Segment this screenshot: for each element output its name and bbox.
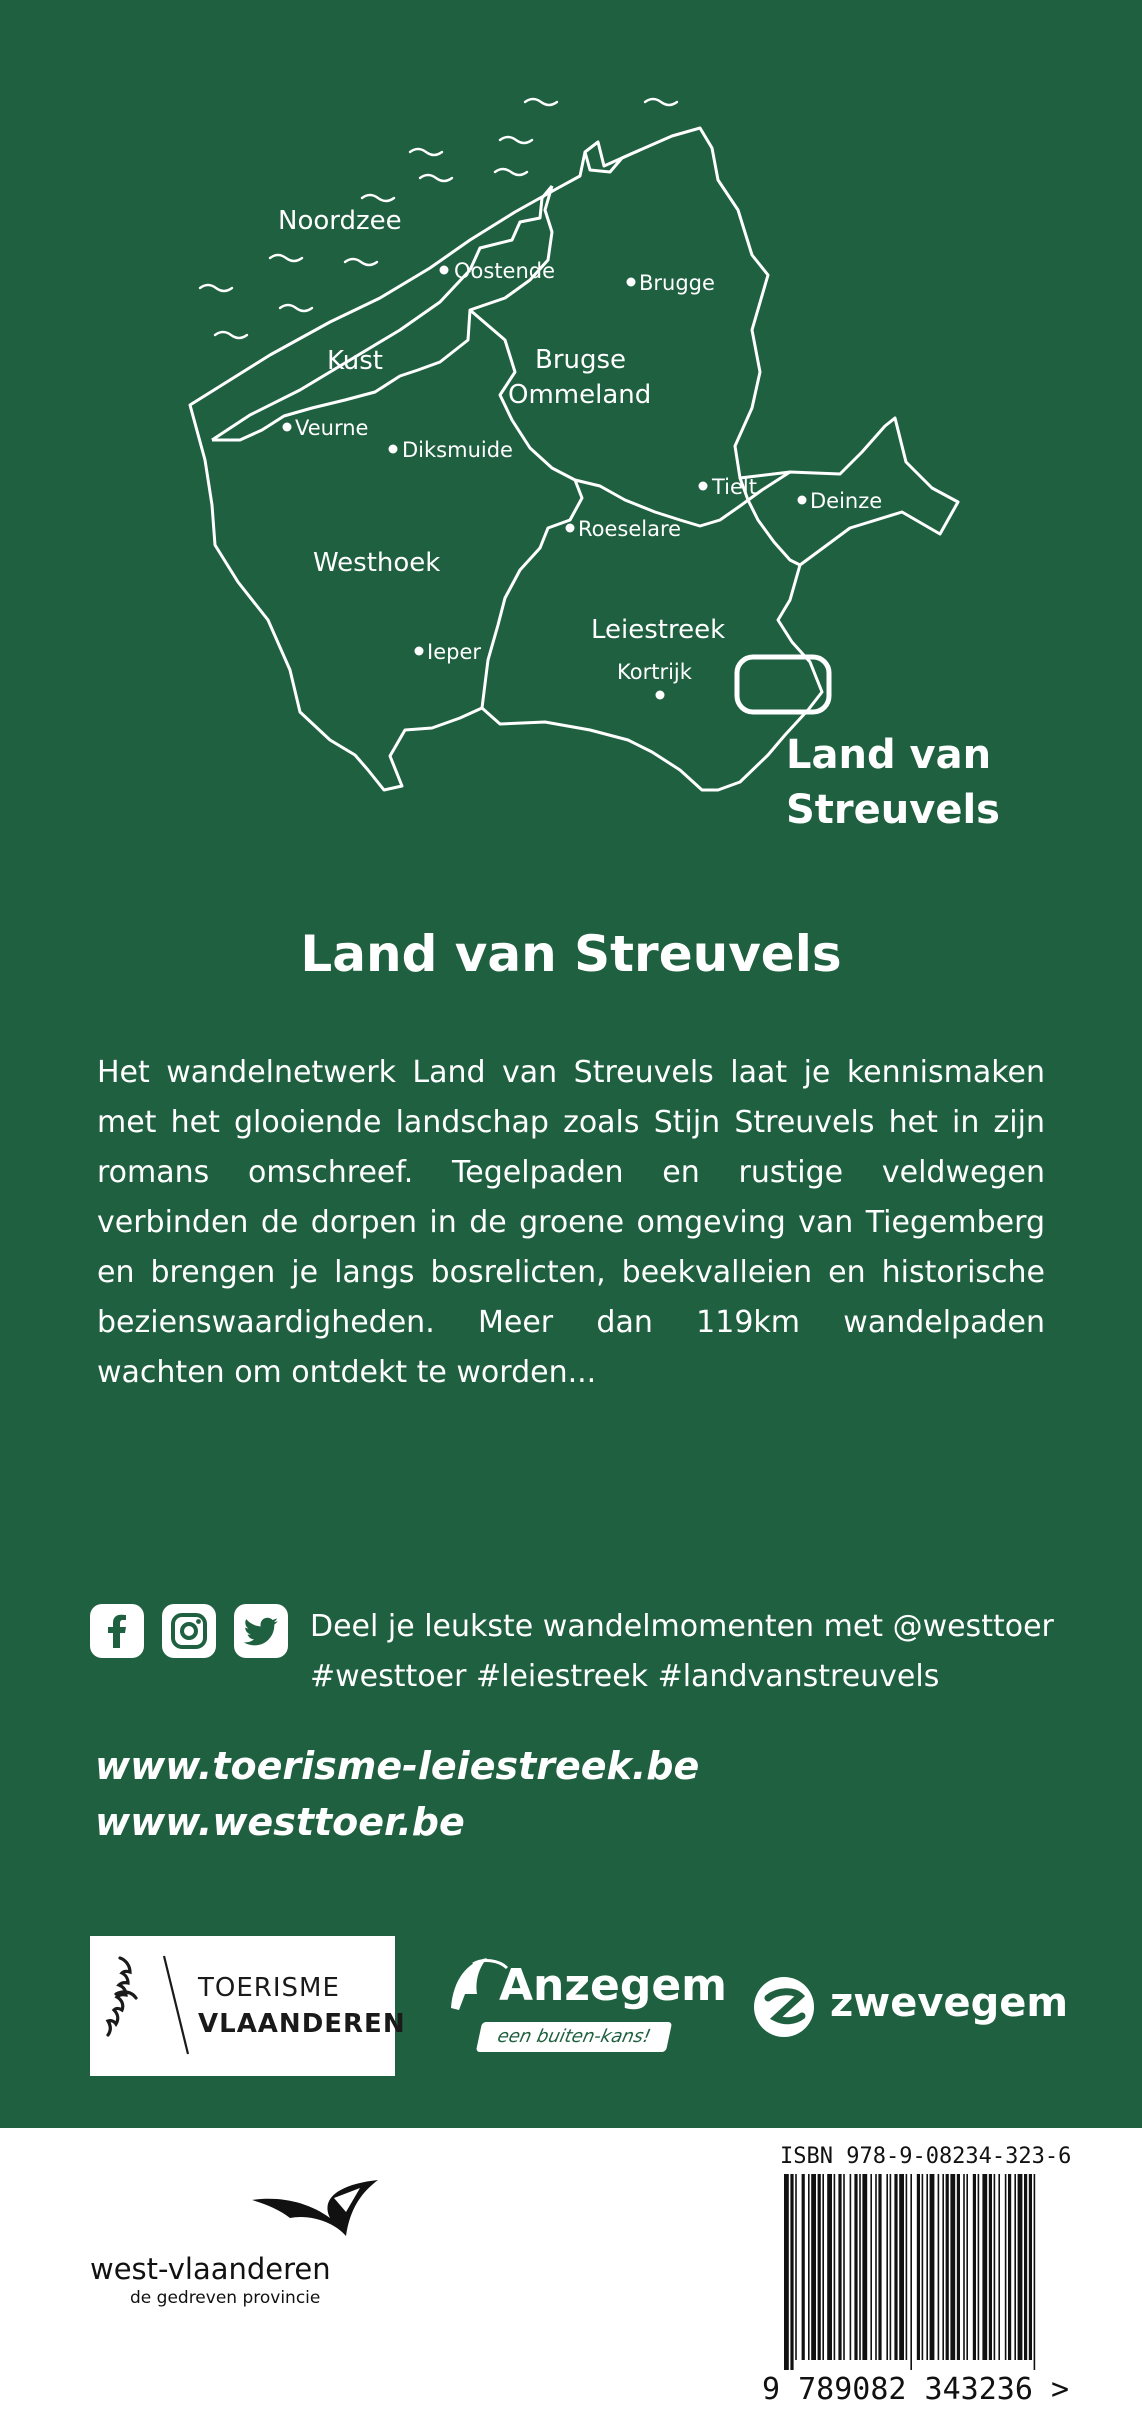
barcode-bar bbox=[843, 2174, 845, 2360]
barcode-bar bbox=[1024, 2174, 1027, 2360]
barcode-bar bbox=[950, 2174, 955, 2360]
barcode-bar bbox=[811, 2174, 816, 2360]
region-label-kust: Kust bbox=[327, 346, 383, 376]
barcode-bar bbox=[982, 2174, 987, 2360]
logo-text-line1: TOERISME bbox=[198, 1973, 340, 2003]
barcode-bar bbox=[822, 2174, 824, 2360]
barcode-bar bbox=[910, 2174, 912, 2370]
barcode-bar bbox=[850, 2174, 852, 2360]
wave bbox=[200, 285, 232, 291]
city-dot bbox=[566, 524, 575, 533]
wave bbox=[525, 99, 557, 105]
barcode-bar bbox=[973, 2174, 976, 2360]
barcode-bar bbox=[795, 2174, 797, 2360]
publisher-tagline: de gedreven provincie bbox=[130, 2288, 321, 2308]
barcode-bar bbox=[834, 2174, 836, 2360]
wave bbox=[495, 169, 527, 175]
website-link[interactable]: www.toerisme-leiestreek.be bbox=[95, 1744, 700, 1788]
barcode-bar bbox=[917, 2174, 920, 2360]
city-dot bbox=[627, 278, 636, 287]
land-van-streuvels-marker bbox=[737, 657, 829, 712]
share-text bbox=[310, 1602, 1054, 1702]
barcode-bar bbox=[922, 2174, 924, 2360]
city-label-kortrijk: Kortrijk bbox=[617, 660, 692, 684]
barcode-bar bbox=[1029, 2174, 1032, 2360]
twitter-icon[interactable] bbox=[234, 1604, 288, 1658]
province-map bbox=[0, 0, 1142, 860]
barcode-bar bbox=[966, 2174, 968, 2360]
highlight-label-line2: Streuvels bbox=[786, 787, 1000, 833]
instagram-icon[interactable] bbox=[162, 1604, 216, 1658]
barcode-bar bbox=[1018, 2174, 1023, 2360]
barcode-bar bbox=[1034, 2174, 1036, 2370]
barcode-bar bbox=[906, 2174, 908, 2360]
barcode-bar bbox=[926, 2174, 928, 2360]
barcode-bar bbox=[1008, 2174, 1011, 2360]
barcode-bar bbox=[870, 2174, 872, 2360]
city-dot bbox=[798, 496, 807, 505]
share-line-1: Deel je leukste wandelmomenten met @westtoer bbox=[310, 1609, 1054, 1644]
barcode-bar bbox=[890, 2174, 892, 2360]
barcode-bar bbox=[790, 2174, 793, 2370]
barcode-bar bbox=[859, 2174, 861, 2360]
region-label-brugse: Brugse bbox=[535, 345, 627, 375]
barcode-bar bbox=[878, 2174, 881, 2360]
wave bbox=[645, 99, 677, 105]
region-label-ommeland: Ommeland bbox=[508, 380, 652, 410]
barcode-bar bbox=[875, 2174, 877, 2360]
barcode-bar bbox=[930, 2174, 935, 2360]
barcode-bar bbox=[1005, 2174, 1007, 2360]
barcode-bar bbox=[838, 2174, 841, 2360]
city-dot bbox=[440, 266, 449, 275]
region-label-westhoek: Westhoek bbox=[313, 548, 441, 578]
highlight-label-line1: Land van bbox=[786, 732, 992, 778]
wave bbox=[410, 149, 442, 155]
zwevegem-z-icon bbox=[750, 1972, 820, 2042]
barcode-bar bbox=[978, 2174, 980, 2360]
description-text: Het wandelnetwerk Land van Streuvels laat je kennismaken met het glooiende landschap zoals Stijn Streuvels het in zijn romans omschreef. Tegelpaden en rustige veldwegen verbinden de dorpen in de groene omgeving van Tiegemberg en brengen je langs bosrelicten, beekvalleien en historische bezienswaardigheden. Meer dan 119km wandelpaden wachten om ontdekt te worden... bbox=[97, 1055, 1045, 1390]
wave bbox=[280, 305, 312, 311]
barcode-bar bbox=[989, 2174, 992, 2360]
wave bbox=[500, 137, 532, 143]
publisher-name: west-vlaanderen bbox=[90, 2252, 331, 2286]
page-title: Land van Streuvels bbox=[300, 925, 842, 983]
city-dot bbox=[389, 445, 398, 454]
barcode-bar bbox=[957, 2174, 960, 2360]
city-dot bbox=[656, 691, 665, 700]
west-vlaanderen-logo bbox=[90, 2200, 390, 2310]
website-link[interactable]: www.westtoer.be bbox=[95, 1800, 465, 1844]
barcode-bar bbox=[1014, 2174, 1016, 2360]
barcode-bar bbox=[818, 2174, 821, 2360]
region-label-noordzee: Noordzee bbox=[278, 206, 402, 236]
city-label-ieper: Ieper bbox=[427, 640, 481, 664]
barcode-bar bbox=[802, 2174, 805, 2360]
barcode-bar bbox=[998, 2174, 1000, 2360]
anzegem-logo bbox=[443, 1950, 728, 2060]
wave bbox=[215, 332, 247, 338]
wave bbox=[362, 195, 394, 201]
zwevegem-logo bbox=[750, 1972, 1069, 2042]
anzegem-wordmark: Anzegem bbox=[499, 1960, 728, 2011]
barcode-bar bbox=[827, 2174, 832, 2360]
barcode-bar bbox=[994, 2174, 996, 2360]
barcode-bar bbox=[862, 2174, 867, 2360]
city-label-diksmuide: Diksmuide bbox=[402, 438, 513, 462]
zwevegem-wordmark: zwevegem bbox=[830, 1980, 1069, 2026]
barcode-bar bbox=[854, 2174, 857, 2360]
barcode-bar bbox=[886, 2174, 888, 2360]
city-dot bbox=[283, 423, 292, 432]
social-icons bbox=[90, 1604, 288, 1658]
barcode-bar bbox=[808, 2174, 810, 2360]
isbn-label: ISBN 978-9-08234-323-6 bbox=[780, 2144, 1072, 2169]
toerisme-vlaanderen-logo bbox=[90, 1936, 406, 2076]
wave bbox=[420, 175, 452, 181]
city-label-oostende: Oostende bbox=[454, 259, 556, 283]
websites bbox=[95, 1738, 699, 1850]
anzegem-tagline: een buiten-kans! bbox=[476, 2022, 672, 2052]
region-label-leiestreek: Leiestreek bbox=[591, 615, 726, 645]
barcode-bar bbox=[938, 2174, 940, 2360]
facebook-icon[interactable] bbox=[90, 1604, 144, 1658]
logo-text-line2: VLAANDEREN bbox=[198, 2009, 406, 2039]
city-dot bbox=[699, 482, 708, 491]
lion-icon bbox=[90, 1936, 190, 2076]
barcode-bar bbox=[942, 2174, 944, 2360]
isbn-barcode bbox=[762, 2174, 1102, 2374]
barcode-bar bbox=[963, 2174, 965, 2360]
toerisme-vlaanderen-wordmark bbox=[198, 1970, 406, 2042]
wave bbox=[270, 255, 302, 261]
city-label-brugge: Brugge bbox=[639, 271, 715, 295]
barcode-bar bbox=[894, 2174, 897, 2360]
wave bbox=[345, 259, 377, 265]
barcode-bar bbox=[899, 2174, 904, 2360]
city-label-veurne: Veurne bbox=[295, 416, 369, 440]
city-label-roeselare: Roeselare bbox=[578, 517, 682, 541]
west-vlaanderen-bird-icon bbox=[250, 2178, 390, 2238]
share-line-2: #westtoer #leiestreek #landvanstreuvels bbox=[310, 1659, 940, 1694]
barcode-bar bbox=[784, 2174, 789, 2370]
city-label-deinze: Deinze bbox=[810, 489, 883, 513]
barcode-bar bbox=[946, 2174, 949, 2360]
city-dot bbox=[415, 647, 424, 656]
barcode-digits: 9 789082 343236 > bbox=[762, 2372, 1070, 2407]
city-label-tielt: Tielt bbox=[712, 475, 758, 499]
